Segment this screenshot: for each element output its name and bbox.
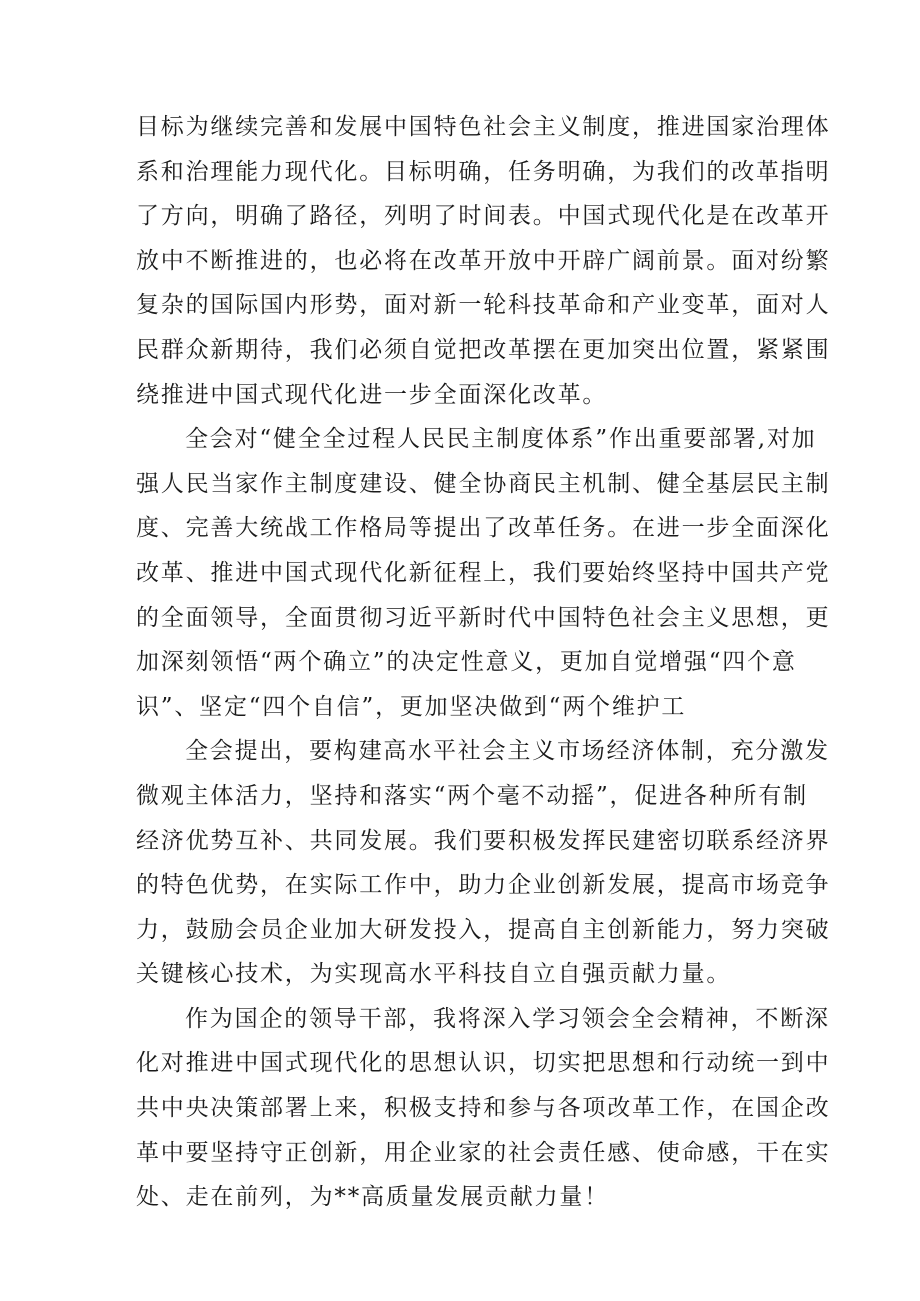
text-line: 微观主体活力，坚持和落实“两个毫不动摇”，促进各种所有制 — [136, 782, 808, 809]
text-line: 的全面领导，全面贯彻习近平新时代中国特色社会主义思想，更 — [136, 604, 831, 631]
text-line: 绕推进中国式现代化进一步全面深化改革。 — [136, 381, 608, 408]
text-line: 民群众新期待，我们必须自觉把改革摆在更加突出位置，紧紧围 — [136, 336, 831, 363]
paragraph-market-economy — [136, 729, 831, 997]
text-line: 放中不断推进的，也必将在改革开放中开辟广阔前景。面对纷繁 — [136, 247, 831, 274]
text-line: 改革、推进中国式现代化新征程上，我们要始终坚持中国共产党 — [136, 559, 831, 586]
text-line: 的特色优势，在实际工作中，助力企业创新发展，提高市场竞争 — [136, 872, 831, 899]
text-line: 目标为继续完善和发展中国特色社会主义制度，推进国家治理体 — [136, 114, 831, 140]
text-line: 系和治理能力现代化。目标明确，任务明确，为我们的改革指明 — [136, 158, 831, 185]
text-line: 加深刻领悟“两个确立”的决定性意义，更加自觉增强“四个意 — [136, 649, 797, 676]
text-line: 共中央决策部署上来，积极支持和参与各项改革工作，在国企改 — [136, 1095, 831, 1122]
paragraph-reform-goals — [136, 105, 831, 417]
text-line: 复杂的国际国内形势，面对新一轮科技革命和产业变革，面对人 — [136, 292, 831, 319]
text-line: 强人民当家作主制度建设、健全协商民主机制、健全基层民主制 — [136, 470, 831, 497]
text-line: 关键核心技术，为实现高水平科技自立自强贡献力量。 — [136, 961, 732, 988]
text-line: 力，鼓励会员企业加大研发投入，提高自主创新能力，努力突破 — [136, 916, 831, 943]
text-line: 作为国企的领导干部，我将深入学习领会全会精神，不断深 — [185, 1005, 830, 1032]
text-line: 全会对“健全全过程人民民主制度体系”作出重要部署,对加 — [185, 426, 817, 453]
text-line: 全会提出，要构建高水平社会主义市场经济体制，充分激发 — [185, 738, 830, 765]
text-line: 识”、坚定“四个自信”，更加坚决做到“两个维护工 — [136, 693, 687, 720]
text-line: 化对推进中国式现代化的思想认识，切实把思想和行动统一到中 — [136, 1050, 831, 1077]
text-line: 度、完善大统战工作格局等提出了改革任务。在进一步全面深化 — [136, 515, 831, 542]
text-line: 革中要坚持守正创新，用企业家的社会责任感、使命感，干在实 — [136, 1139, 831, 1166]
paragraph-whole-process-democracy — [136, 417, 831, 729]
body-text — [136, 105, 831, 1220]
paragraph-soe-leader-commitment — [136, 997, 831, 1220]
text-line: 经济优势互补、共同发展。我们要积极发挥民建密切联系经济界 — [136, 827, 831, 854]
text-line: 了方向，明确了路径，列明了时间表。中国式现代化是在改革开 — [136, 203, 831, 230]
text-line: 处、走在前列，为**高质量发展贡献力量！ — [136, 1184, 609, 1211]
